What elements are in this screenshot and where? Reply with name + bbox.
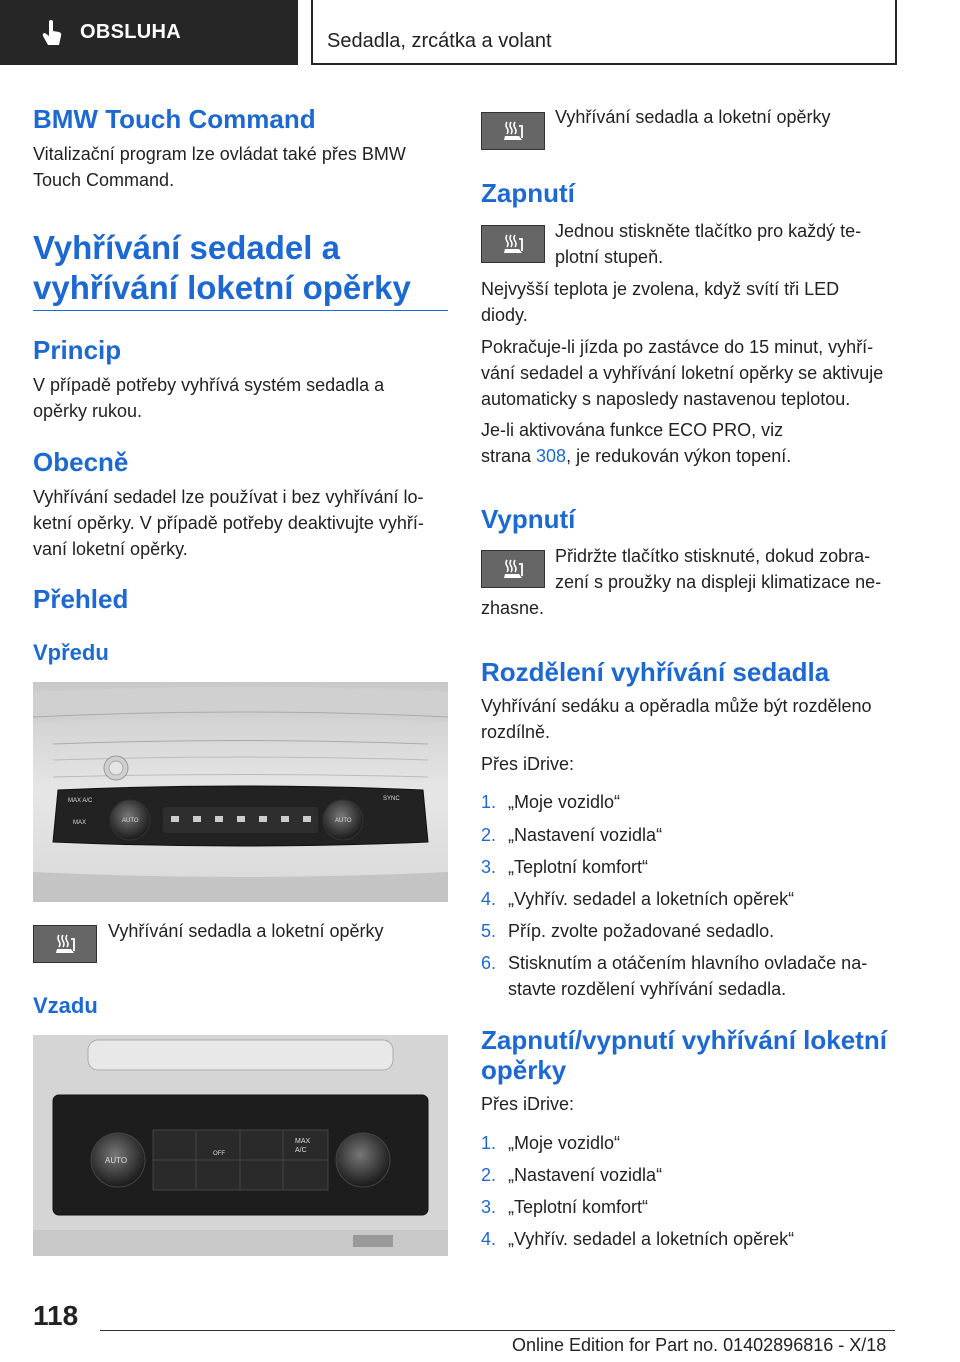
list-item: 5. Příp. zvolte požadované sedadlo. — [481, 921, 775, 941]
heading-princip: Princip — [33, 335, 122, 365]
heading-loketni-operka: Zapnutí/vypnutí vyhřívání loketní opěrky — [481, 1025, 887, 1085]
front-panel-label-sync: SYNC — [383, 796, 400, 802]
paragraph-nejvyssi: Nejvyšší teplota je zvolena, když svítí tři LED diody. — [481, 279, 840, 325]
paragraph-touch-command: Vitalizační program lze ovládat také přes BMW Touch Command. — [33, 144, 406, 190]
front-panel-label-max: MAX — [73, 820, 87, 826]
caption-seat-heating-front: Vyhřívání sedadla a loketní opěrky — [108, 921, 384, 941]
heading-vzadu: Vzadu — [33, 993, 98, 1018]
list-item: 4. „Vyhřív. sedadel a loketních opěrek“ — [481, 889, 795, 909]
list-item: 1. „Moje vozidlo“ — [481, 1133, 621, 1153]
rear-label-max: MAX — [295, 1138, 311, 1145]
paragraph-vypnuti-cont: zhasne. — [481, 598, 545, 618]
caption-seat-heating-top: Vyhřívání sedadla a loketní opěrky — [555, 107, 831, 127]
page-link-308[interactable]: 308 — [536, 446, 567, 466]
paragraph-eco-pro: Je-li aktivována funkce ECO PRO, viz strana 308, je redukován výkon topení. — [481, 420, 792, 466]
header-section-tab — [0, 0, 298, 65]
list-item: 4. „Vyhřív. sedadel a loketních opěrek“ — [481, 1229, 795, 1249]
seat-heating-icon — [53, 933, 77, 955]
seat-heating-button-on — [481, 225, 545, 263]
rear-label-ac: A/C — [295, 1147, 307, 1154]
paragraph-princip: V případě potřeby vyhřívá systém sedadla a opěrky rukou. — [33, 375, 385, 421]
list-item: 3. „Teplotní komfort“ — [481, 1197, 649, 1217]
list-item: 2. „Nastavení vozidla“ — [481, 825, 663, 845]
front-climate-panel-photo — [33, 682, 448, 902]
main-title: Vyhřívání sedadel a vyhřívání loketní opěrky — [33, 229, 411, 306]
hand-pointer-icon — [40, 19, 64, 47]
paragraph-rozdeleni: Vyhřívání sedáku a opěradla může být rozděleno rozdílně. — [481, 696, 872, 742]
seat-heating-button-off — [481, 550, 545, 588]
list-item: 3. „Teplotní komfort“ — [481, 857, 649, 877]
paragraph-pres-idrive-2: Přes iDrive: — [481, 1094, 575, 1114]
header-chapter-box — [311, 0, 897, 65]
heading-vypnuti: Vypnutí — [481, 504, 576, 534]
heading-rozdeleni: Rozdělení vyhřívání sedadla — [481, 657, 830, 687]
seat-heating-button-top — [481, 112, 545, 150]
heading-zapnuti: Zapnutí — [481, 178, 575, 208]
seat-heating-icon — [501, 233, 525, 255]
title-rule — [33, 310, 448, 311]
paragraph-vypnuti: Přidržte tlačítko stisknuté, dokud zobra- zení s proužky na displeji klimatizace ne- — [555, 546, 882, 592]
heading-obecne: Obecně — [33, 447, 129, 477]
header-chapter-label: Sedadla, zrcátka a volant — [327, 30, 552, 52]
list-item: 1. „Moje vozidlo“ — [481, 792, 621, 812]
list-item: 2. „Nastavení vozidla“ — [481, 1165, 663, 1185]
rear-label-off: OFF — [213, 1151, 225, 1157]
list-item-continuation: stavte rozdělení vyhřívání sedadla. — [508, 979, 787, 999]
page-number: 118 — [33, 1300, 79, 1331]
heading-prehled: Přehled — [33, 584, 129, 614]
seat-heating-button-front — [33, 925, 97, 963]
heading-bmw-touch-command: BMW Touch Command — [33, 104, 316, 134]
footer-rule — [100, 1330, 895, 1331]
front-knob-right-label: AUTO — [335, 818, 352, 824]
seat-heating-icon — [501, 558, 525, 580]
paragraph-zapnuti: Jednou stiskněte tlačítko pro každý te- plotní stupeň. — [555, 221, 862, 267]
paragraph-pokracuje: Pokračuje-li jízda po zastávce do 15 minut, vyhří- vání sedadel a vyhřívání loketní opěrky se aktivuje automaticky s naposledy nastavenou teplotou. — [481, 337, 884, 409]
list-item: 6. Stisknutím a otáčením hlavního ovladače na- — [481, 953, 868, 973]
front-knob-left-label: AUTO — [122, 818, 139, 824]
header-section-label: OBSLUHA — [80, 21, 181, 43]
heading-vpredu: Vpředu — [33, 640, 109, 665]
rear-knob-label: AUTO — [105, 1156, 128, 1165]
rear-climate-panel-photo — [33, 1035, 448, 1256]
front-panel-label-maxac: MAX A/C — [68, 798, 93, 804]
paragraph-pres-idrive-1: Přes iDrive: — [481, 754, 575, 774]
footer-edition: Online Edition for Part no. 01402896816 - X/18 — [512, 1335, 887, 1355]
seat-heating-icon — [501, 120, 525, 142]
paragraph-obecne: Vyhřívání sedadel lze používat i bez vyhřívání lo- ketní opěrky. V případě potřeby deaktivujte vyhří- vaní loketní opěrky. — [33, 487, 424, 559]
